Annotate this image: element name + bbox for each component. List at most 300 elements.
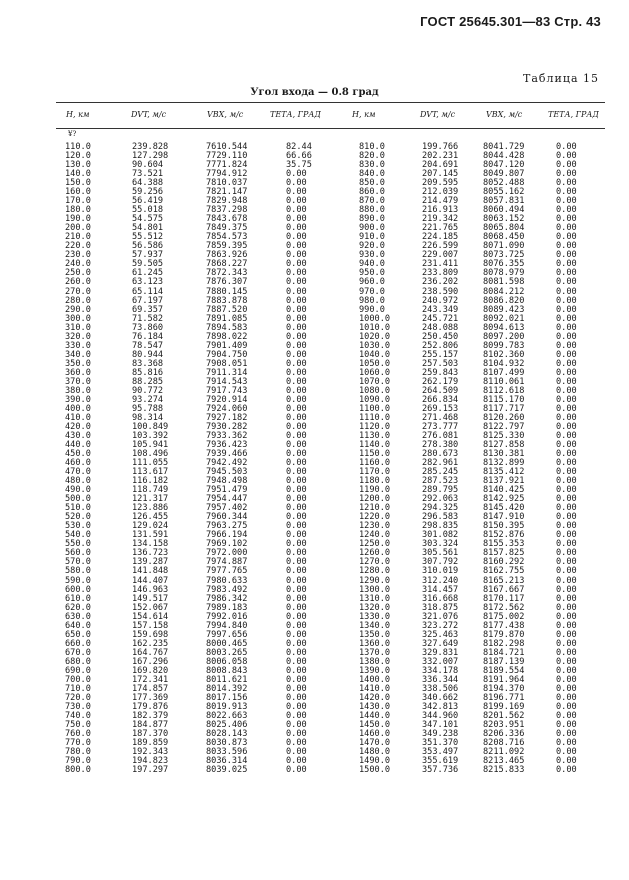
table-cell: 1140.0 xyxy=(359,440,391,451)
table-cell: 390.0 xyxy=(65,394,91,405)
table-subtitle: Угол входа — 0.8 град xyxy=(250,87,379,98)
table-cell: 238.590 xyxy=(422,286,459,297)
table-cell: 0.00 xyxy=(286,729,307,740)
table-cell: 150.0 xyxy=(65,178,91,189)
table-cell: 0.00 xyxy=(556,584,577,595)
table-cell: 8011.621 xyxy=(206,674,248,685)
table-cell: 78.547 xyxy=(132,340,164,351)
table-cell: 380.0 xyxy=(65,385,91,396)
table-cell: 69.357 xyxy=(132,304,164,315)
table-cell: 0.00 xyxy=(556,710,577,721)
table-cell: 840.0 xyxy=(359,169,385,180)
table-cell: 880.0 xyxy=(359,205,385,216)
table-cell: 0.00 xyxy=(286,376,307,387)
table-cell: 8208.716 xyxy=(483,738,525,749)
table-cell: 0.00 xyxy=(556,295,577,306)
table-cell: 7960.344 xyxy=(206,512,248,523)
table-cell: 0.00 xyxy=(556,521,577,532)
table-cell: 0.00 xyxy=(286,602,307,613)
table-cell: 259.843 xyxy=(422,367,459,378)
table-cell: 0.00 xyxy=(556,539,577,550)
table-cell: 0.00 xyxy=(286,638,307,649)
table-cell: 55.018 xyxy=(132,205,164,216)
table-cell: 360.0 xyxy=(65,367,91,378)
table-cell: 7917.743 xyxy=(206,385,248,396)
table-cell: 0.00 xyxy=(286,521,307,532)
table-cell: 8041.729 xyxy=(483,142,525,152)
table-cell: 1200.0 xyxy=(359,494,391,505)
table-cell: 7966.194 xyxy=(206,530,248,541)
table-cell: 7887.520 xyxy=(206,304,248,315)
table-cell: 1040.0 xyxy=(359,349,391,360)
table-cell: 660.0 xyxy=(65,638,91,649)
table-cell: 1440.0 xyxy=(359,710,391,721)
table-cell: 8092.021 xyxy=(483,313,525,324)
table-cell: 820.0 xyxy=(359,151,385,162)
table-cell: 103.392 xyxy=(132,431,169,441)
table-cell: 0.00 xyxy=(286,403,307,414)
table-cell: 1470.0 xyxy=(359,738,391,749)
table-cell: 257.503 xyxy=(422,358,459,369)
table-cell: 8189.554 xyxy=(483,665,525,676)
table-cell: 8145.420 xyxy=(483,503,525,514)
table-cell: 342.813 xyxy=(422,701,459,712)
table-cell: 252.806 xyxy=(422,340,459,351)
table-cell: 1060.0 xyxy=(359,367,391,378)
table-cell: 0.00 xyxy=(286,593,307,604)
table-cell: 67.197 xyxy=(132,295,164,306)
table-cell: 0.00 xyxy=(286,458,307,469)
table-cell: 146.963 xyxy=(132,584,169,595)
table-cell: 105.941 xyxy=(132,440,169,451)
table-cell: 560.0 xyxy=(65,548,91,559)
table-cell: 220.0 xyxy=(65,241,91,252)
table-cell: 82.44 xyxy=(286,142,312,152)
table-cell: 8014.392 xyxy=(206,683,248,694)
table-cell: 167.296 xyxy=(132,656,169,667)
table-cell: 650.0 xyxy=(65,629,91,640)
table-cell: 7829.948 xyxy=(206,196,248,207)
table-cell: 0.00 xyxy=(556,485,577,496)
table-cell: 255.157 xyxy=(422,349,459,360)
table-cell: 8155.353 xyxy=(483,539,525,550)
table-cell: 219.342 xyxy=(422,214,459,225)
table-cell: 730.0 xyxy=(65,701,91,712)
table-cell: 7610.544 xyxy=(206,142,248,152)
table-cell: 0.00 xyxy=(556,349,577,360)
table-cell: 35.75 xyxy=(286,160,312,171)
table-cell: 1420.0 xyxy=(359,692,391,703)
table-cell: 270.0 xyxy=(65,286,91,297)
table-cell: 88.285 xyxy=(132,376,164,387)
table-cell: 0.00 xyxy=(286,214,307,225)
table-cell: 209.595 xyxy=(422,178,459,189)
table-cell: 8115.170 xyxy=(483,394,525,405)
table-cell: 7821.147 xyxy=(206,187,248,198)
table-cell: 0.00 xyxy=(286,277,307,288)
table-cell: 7894.583 xyxy=(206,322,248,333)
table-cell: 0.00 xyxy=(286,620,307,631)
table-cell: 500.0 xyxy=(65,494,91,505)
table-cell: 347.101 xyxy=(422,720,459,730)
table-cell: 8019.913 xyxy=(206,701,248,712)
table-cell: 7868.227 xyxy=(206,259,248,270)
table-cell: 1070.0 xyxy=(359,376,391,387)
table-cell: 7948.498 xyxy=(206,476,248,487)
table-cell: 1320.0 xyxy=(359,602,391,613)
table-cell: 0.00 xyxy=(286,656,307,667)
table-cell: 1380.0 xyxy=(359,656,391,667)
table-cell: 214.479 xyxy=(422,196,459,207)
table-cell: 8055.162 xyxy=(483,187,525,198)
table-cell: 620.0 xyxy=(65,602,91,613)
table-cell: 290.0 xyxy=(65,304,91,315)
table-cell: 250.450 xyxy=(422,331,459,342)
table-cell: 0.00 xyxy=(556,720,577,730)
table-cell: 239.828 xyxy=(132,142,169,152)
col-header-h-right: Н, км xyxy=(352,110,376,119)
table-cell: 131.591 xyxy=(132,530,169,541)
table-cell: 8039.025 xyxy=(206,765,248,776)
table-cell: 0.00 xyxy=(556,557,577,568)
table-cell: 59.256 xyxy=(132,187,164,198)
col-header-vbx-right: VBX, м/с xyxy=(486,110,523,119)
table-cell: 700.0 xyxy=(65,674,91,685)
column-dvt-right xyxy=(422,143,458,775)
table-cell: 7942.492 xyxy=(206,458,248,469)
table-cell: 233.809 xyxy=(422,268,459,279)
table-cell: 310.019 xyxy=(422,566,459,577)
table-cell: 8081.598 xyxy=(483,277,525,288)
table-cell: 1410.0 xyxy=(359,683,391,694)
table-cell: 1250.0 xyxy=(359,539,391,550)
table-cell: 250.0 xyxy=(65,268,91,279)
table-cell: 0.00 xyxy=(286,548,307,559)
table-cell: 0.00 xyxy=(286,584,307,595)
table-cell: 344.960 xyxy=(422,710,459,721)
table-cell: 550.0 xyxy=(65,539,91,550)
table-cell: 296.583 xyxy=(422,512,459,523)
table-cell: 970.0 xyxy=(359,286,385,297)
table-cell: 54.575 xyxy=(132,214,164,225)
table-cell: 248.088 xyxy=(422,322,459,333)
table-cell: 0.00 xyxy=(286,494,307,505)
table-cell: 353.497 xyxy=(422,747,459,758)
table-cell: 8112.618 xyxy=(483,385,525,396)
table-cell: 8147.910 xyxy=(483,512,525,523)
table-cell: 570.0 xyxy=(65,557,91,568)
table-cell: 490.0 xyxy=(65,485,91,496)
table-cell: 0.00 xyxy=(286,611,307,622)
table-cell: 172.341 xyxy=(132,674,169,685)
table-cell: 940.0 xyxy=(359,259,385,270)
table-cell: 0.00 xyxy=(556,223,577,234)
column-h-right xyxy=(359,143,390,775)
header-rule xyxy=(56,128,605,129)
table-cell: 351.370 xyxy=(422,738,459,749)
table-cell: 294.325 xyxy=(422,503,459,514)
table-cell: 1150.0 xyxy=(359,449,391,460)
table-cell: 1240.0 xyxy=(359,530,391,541)
table-cell: 149.517 xyxy=(132,593,169,604)
table-cell: 231.411 xyxy=(422,259,459,270)
table-cell: 0.00 xyxy=(286,720,307,730)
table-cell: 1190.0 xyxy=(359,485,391,496)
table-cell: 307.792 xyxy=(422,557,459,568)
table-cell: 164.767 xyxy=(132,647,169,658)
table-cell: 301.082 xyxy=(422,530,459,541)
table-cell: 0.00 xyxy=(556,548,577,559)
table-cell: 0.00 xyxy=(286,394,307,405)
table-cell: 0.00 xyxy=(556,701,577,712)
table-cell: 8076.355 xyxy=(483,259,525,270)
table-cell: 0.00 xyxy=(556,313,577,324)
table-cell: 120.0 xyxy=(65,151,91,162)
table-cell: 262.179 xyxy=(422,376,459,387)
table-cell: 1460.0 xyxy=(359,729,391,740)
table-cell: 0.00 xyxy=(556,403,577,414)
table-cell: 8047.120 xyxy=(483,160,525,171)
table-cell: 1180.0 xyxy=(359,476,391,487)
table-cell: 440.0 xyxy=(65,440,91,451)
table-cell: 355.619 xyxy=(422,756,459,767)
table-cell: 1430.0 xyxy=(359,701,391,712)
table-cell: 240.0 xyxy=(65,259,91,270)
table-cell: 83.368 xyxy=(132,358,164,369)
table-cell: 7930.282 xyxy=(206,421,248,432)
table-cell: 0.00 xyxy=(556,322,577,333)
table-cell: 8160.292 xyxy=(483,557,525,568)
table-cell: 240.972 xyxy=(422,295,459,306)
table-cell: 152.067 xyxy=(132,602,169,613)
table-cell: 73.860 xyxy=(132,322,164,333)
table-cell: 7924.060 xyxy=(206,403,248,414)
table-cell: 210.0 xyxy=(65,232,91,243)
table-cell: 0.00 xyxy=(556,214,577,225)
table-cell: 740.0 xyxy=(65,710,91,721)
table-cell: 630.0 xyxy=(65,611,91,622)
table-cell: 8211.092 xyxy=(483,747,525,758)
table-cell: 8049.807 xyxy=(483,169,525,180)
table-cell: 8102.360 xyxy=(483,349,525,360)
table-cell: 0.00 xyxy=(286,178,307,189)
table-cell: 54.801 xyxy=(132,223,164,234)
table-cell: 7843.678 xyxy=(206,214,248,225)
table-cell: 338.506 xyxy=(422,683,459,694)
table-cell: 340.662 xyxy=(422,692,459,703)
table-cell: 8089.423 xyxy=(483,304,525,315)
table-cell: 7963.275 xyxy=(206,521,248,532)
table-cell: 1500.0 xyxy=(359,765,391,776)
table-cell: 289.795 xyxy=(422,485,459,496)
table-cell: 230.0 xyxy=(65,250,91,261)
table-cell: 298.835 xyxy=(422,521,459,532)
table-cell: 0.00 xyxy=(556,160,577,171)
table-cell: 221.765 xyxy=(422,223,459,234)
table-cell: 990.0 xyxy=(359,304,385,315)
table-cell: 292.063 xyxy=(422,494,459,505)
table-cell: 327.649 xyxy=(422,638,459,649)
table-cell: 8071.090 xyxy=(483,241,525,252)
table-cell: 0.00 xyxy=(556,611,577,622)
table-cell: 0.00 xyxy=(556,205,577,216)
table-cell: 300.0 xyxy=(65,313,91,324)
table-cell: 1160.0 xyxy=(359,458,391,469)
table-cell: 1370.0 xyxy=(359,647,391,658)
table-cell: 0.00 xyxy=(556,358,577,369)
table-cell: 305.561 xyxy=(422,548,459,559)
table-cell: 590.0 xyxy=(65,575,91,586)
table-cell: 690.0 xyxy=(65,665,91,676)
table-cell: 0.00 xyxy=(286,692,307,703)
table-cell: 7876.307 xyxy=(206,277,248,288)
table-cell: 118.749 xyxy=(132,485,169,496)
table-cell: 0.00 xyxy=(286,187,307,198)
col-header-vbx-left: VBX, м/с xyxy=(207,110,244,119)
col-header-dvt-left: DVT, м/с xyxy=(131,110,167,119)
table-cell: 0.00 xyxy=(556,647,577,658)
table-cell: 204.691 xyxy=(422,160,459,171)
table-cell: 276.081 xyxy=(422,431,459,441)
table-cell: 0.00 xyxy=(556,421,577,432)
table-cell: 0.00 xyxy=(286,575,307,586)
table-cell: 0.00 xyxy=(286,169,307,180)
table-cell: 7771.824 xyxy=(206,160,248,171)
table-cell: 8099.783 xyxy=(483,340,525,351)
table-cell: 8206.336 xyxy=(483,729,525,740)
table-cell: 0.00 xyxy=(286,232,307,243)
table-cell: 7983.492 xyxy=(206,584,248,595)
table-cell: 1280.0 xyxy=(359,566,391,577)
table-cell: 8030.873 xyxy=(206,738,248,749)
table-cell: 0.00 xyxy=(286,476,307,487)
table-cell: 7880.145 xyxy=(206,286,248,297)
table-cell: 7951.479 xyxy=(206,485,248,496)
table-cell: 187.370 xyxy=(132,729,169,740)
table-cell: 56.586 xyxy=(132,241,164,252)
table-cell: 8127.858 xyxy=(483,440,525,451)
table-cell: 330.0 xyxy=(65,340,91,351)
table-cell: 580.0 xyxy=(65,566,91,577)
table-cell: 1110.0 xyxy=(359,412,391,423)
table-cell: 1090.0 xyxy=(359,394,391,405)
table-cell: 224.185 xyxy=(422,232,459,243)
table-cell: 71.582 xyxy=(132,313,164,324)
table-cell: 0.00 xyxy=(556,431,577,441)
table-cell: 8184.721 xyxy=(483,647,525,658)
table-cell: 7914.543 xyxy=(206,376,248,387)
table-cell: 110.0 xyxy=(65,142,91,152)
table-cell: 0.00 xyxy=(556,665,577,676)
table-cell: 216.913 xyxy=(422,205,459,216)
table-cell: 7854.573 xyxy=(206,232,248,243)
table-cell: 0.00 xyxy=(556,142,577,152)
table-cell: 285.245 xyxy=(422,467,459,478)
table-cell: 1220.0 xyxy=(359,512,391,523)
col-header-h-left: Н, км xyxy=(66,110,90,119)
table-cell: 280.0 xyxy=(65,295,91,306)
table-cell: 530.0 xyxy=(65,521,91,532)
table-cell: 0.00 xyxy=(556,683,577,694)
table-cell: 59.505 xyxy=(132,259,164,270)
table-cell: 780.0 xyxy=(65,747,91,758)
table-cell: 1260.0 xyxy=(359,548,391,559)
table-cell: 1290.0 xyxy=(359,575,391,586)
table-cell: 0.00 xyxy=(556,503,577,514)
table-cell: 7936.423 xyxy=(206,440,248,451)
table-cell: 271.468 xyxy=(422,412,459,423)
table-cell: 8135.412 xyxy=(483,467,525,478)
table-cell: 76.184 xyxy=(132,331,164,342)
table-cell: 0.00 xyxy=(286,331,307,342)
table-cell: 329.831 xyxy=(422,647,459,658)
table-cell: 57.937 xyxy=(132,250,164,261)
table-cell: 0.00 xyxy=(556,449,577,460)
table-cell: 720.0 xyxy=(65,692,91,703)
table-cell: 0.00 xyxy=(556,476,577,487)
table-cell: 1100.0 xyxy=(359,403,391,414)
table-cell: 7891.085 xyxy=(206,313,248,324)
table-cell: 0.00 xyxy=(286,710,307,721)
table-cell: 0.00 xyxy=(286,503,307,514)
table-cell: 0.00 xyxy=(556,250,577,261)
table-cell: 65.114 xyxy=(132,286,164,297)
table-cell: 8044.428 xyxy=(483,151,525,162)
table-cell: 303.324 xyxy=(422,539,459,550)
table-cell: 316.668 xyxy=(422,593,459,604)
table-number: Таблица 15 xyxy=(523,72,599,85)
table-cell: 0.00 xyxy=(286,683,307,694)
table-cell: 7969.102 xyxy=(206,539,248,550)
table-cell: 0.00 xyxy=(556,747,577,758)
table-cell: 0.00 xyxy=(556,304,577,315)
table-cell: 113.617 xyxy=(132,467,169,478)
table-cell: 350.0 xyxy=(65,358,91,369)
column-h-left xyxy=(65,143,91,775)
table-cell: 8162.755 xyxy=(483,566,525,577)
table-cell: 0.00 xyxy=(556,620,577,631)
table-cell: 334.178 xyxy=(422,665,459,676)
table-cell: 0.00 xyxy=(286,431,307,441)
table-cell: 0.00 xyxy=(556,765,577,776)
table-cell: 108.496 xyxy=(132,449,169,460)
table-cell: 8060.494 xyxy=(483,205,525,216)
table-cell: 318.875 xyxy=(422,602,459,613)
table-cell: 179.876 xyxy=(132,701,169,712)
table-cell: 282.961 xyxy=(422,458,459,469)
table-cell: 199.766 xyxy=(422,142,459,152)
table-cell: 0.00 xyxy=(286,539,307,550)
table-cell: 640.0 xyxy=(65,620,91,631)
table-cell: 8006.058 xyxy=(206,656,248,667)
table-cell: 830.0 xyxy=(359,160,385,171)
table-cell: 0.00 xyxy=(556,656,577,667)
table-cell: 950.0 xyxy=(359,268,385,279)
table-cell: 332.007 xyxy=(422,656,459,667)
table-cell: 8194.370 xyxy=(483,683,525,694)
table-cell: 0.00 xyxy=(556,376,577,387)
table-cell: 7883.878 xyxy=(206,295,248,306)
table-cell: 98.314 xyxy=(132,412,164,423)
table-cell: 8022.663 xyxy=(206,710,248,721)
table-cell: 450.0 xyxy=(65,449,91,460)
column-theta-left xyxy=(286,143,312,775)
table-cell: 8117.717 xyxy=(483,403,525,414)
table-cell: 0.00 xyxy=(556,692,577,703)
table-cell: 1050.0 xyxy=(359,358,391,369)
table-cell: 325.463 xyxy=(422,629,459,640)
table-cell: 320.0 xyxy=(65,331,91,342)
